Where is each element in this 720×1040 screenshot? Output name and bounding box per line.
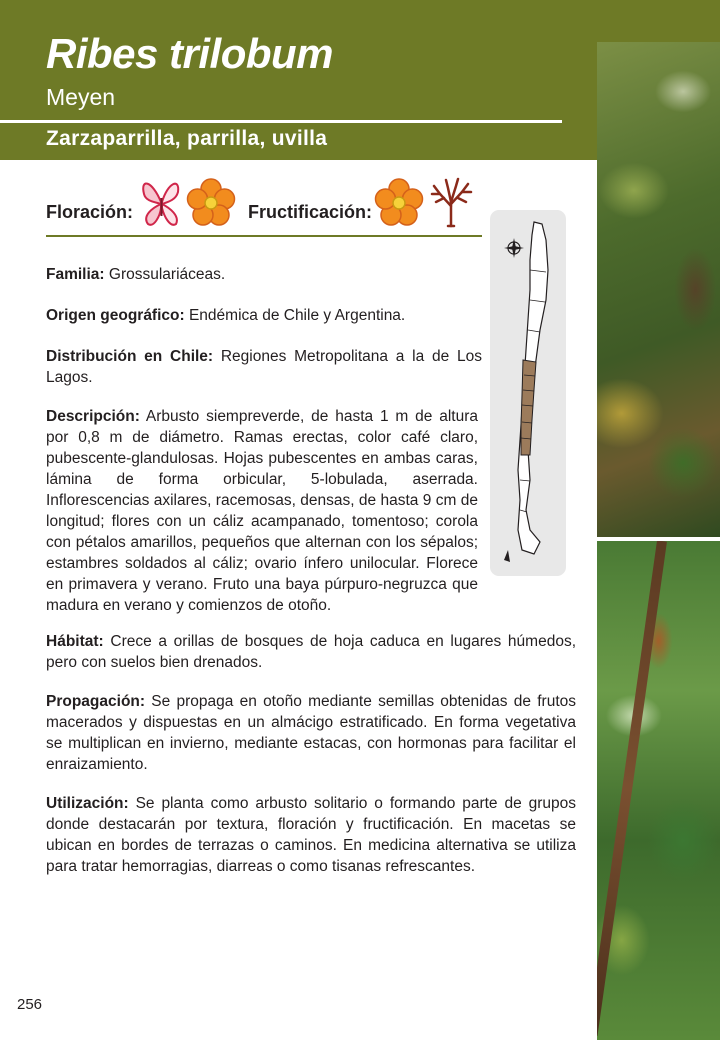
section-text: Se propaga en otoño mediante semillas obtenidas de frutos macerados y dispuestas en un almácigo estratificado. En forma vegetativa se multiplican en invierno, mediante estacas, con hormonas para facilitar el enraizamiento. [46,693,576,773]
section-text: Grossulariáceas. [108,266,226,283]
species-title: Ribes trilobum [46,30,334,77]
section-description [46,406,478,616]
section-propagation [46,691,576,775]
section-habitat [46,631,576,673]
section-distribution [46,346,482,388]
common-names: Zarzaparrilla, parrilla, uvilla [46,127,328,150]
flower-icon [186,178,236,228]
section-label: Descripción: [46,408,140,425]
page-number: 256 [17,996,43,1013]
fruiting-label: Fructificación: [248,202,373,222]
species-author: Meyen [46,84,116,110]
flower-icon [374,178,424,228]
plant-photo-top [597,42,720,537]
compass-icon [504,238,524,258]
section-family [46,264,482,285]
distribution-map [490,210,566,576]
section-text: Crece a orillas de bosques de hoja caduca en lugares húmedos, pero con suelos bien drenados. [46,633,576,671]
section-utilization [46,793,576,877]
section-label: Utilización: [46,795,129,812]
section-label: Distribución en Chile: [46,348,214,365]
flowering-label: Floración: [46,202,134,222]
phenology-divider [46,235,482,237]
section-label: Origen geográfico: [46,307,185,324]
section-origin [46,305,482,326]
section-text: Endémica de Chile y Argentina. [188,307,406,324]
phenology-row [46,176,482,232]
butterfly-icon [138,176,184,228]
header-divider [0,120,562,123]
tree-icon [426,176,476,228]
section-label: Hábitat: [46,633,104,650]
section-text: Regiones Metropolitana a la de Los Lagos. [46,348,482,386]
section-label: Familia: [46,266,105,283]
section-text: Se planta como arbusto solitario o formando parte de grupos donde destacarán por textura, floración y fructificación. En macetas se ubican en bordes de terrazas o caminos. En medicina alternativa se utiliza para tratar hemorragias, diarreas o como tisanas refrescantes. [46,795,576,875]
section-label: Propagación: [46,693,146,710]
section-text: Arbusto siempreverde, de hasta 1 m de altura por 0,8 m de diámetro. Ramas erectas, color café claro, pubescente-glandulosas. Hojas pubescentes en ambas caras, lámina de forma orbicular, 5-lobulada, aserrada. Inflorescencias axilares, racemosas, densas, de hasta 9 cm de longitud; flores con un cáliz acampanado, tomentoso; corola con pétalos amarillos, pequeños que alternan con los sépalos; estambres soldados al cáliz; ovario ínfero unilocular. Florece en primavera y verano. Fruto una baya púrpuro-negruzca que madura en verano y comienzos de otoño. [46,408,478,614]
chile-map [490,210,566,576]
plant-photo-bottom [597,541,720,1040]
